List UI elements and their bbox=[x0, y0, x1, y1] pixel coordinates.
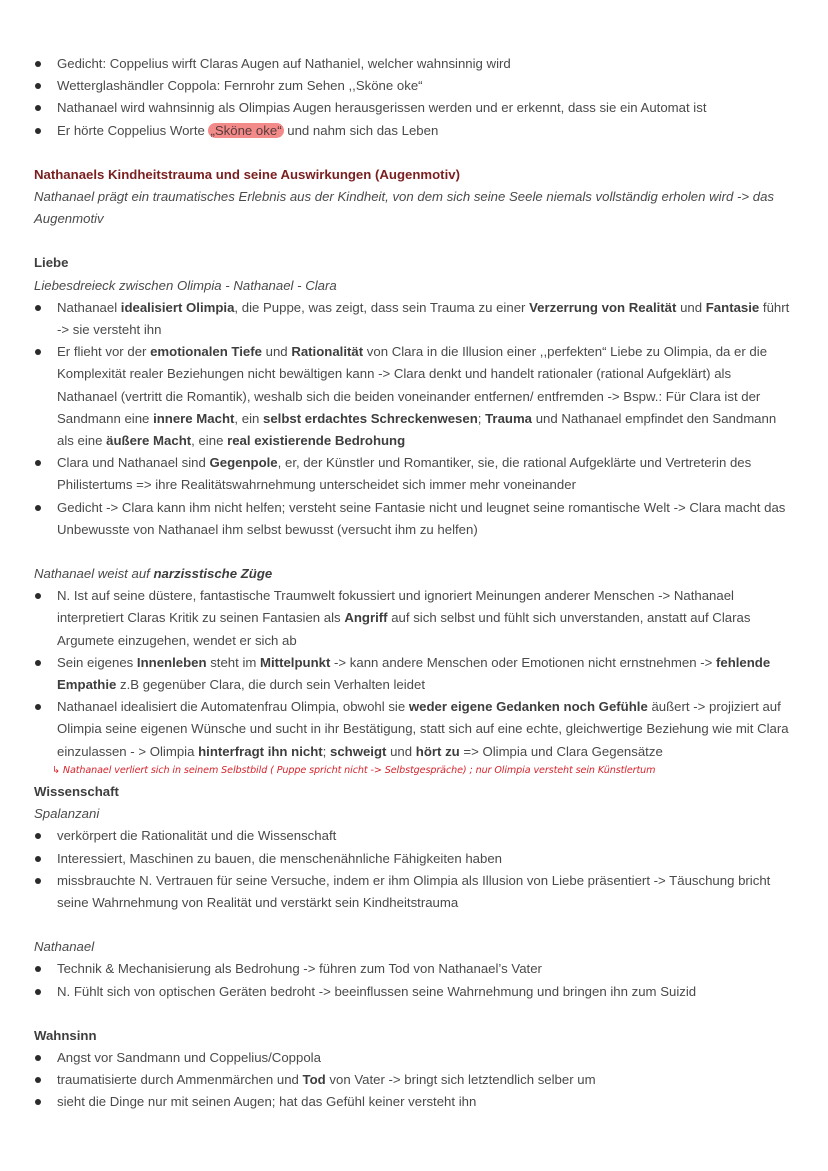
narzissmus-bullet-list bbox=[34, 585, 794, 763]
spacer bbox=[34, 142, 794, 164]
text: und nahm sich das Leben bbox=[283, 122, 439, 138]
subtitle-narzissmus: Nathanael weist auf narzisstische Züge bbox=[34, 566, 273, 582]
handwritten-annotation: ↳ Nathanael verliert sich in seinem Selbstbild ( Puppe spricht nicht -> Selbstgespräche) ; nur Olimpia versteht sein Künstlertum bbox=[52, 764, 656, 776]
wissenschaft-bullet-list bbox=[34, 825, 794, 914]
list-item: Angst vor Sandmann und Coppelius/Coppola bbox=[34, 1047, 794, 1069]
liebe-bullet-list bbox=[34, 297, 794, 541]
subtitle-liebe: Liebesdreieck zwischen Olimpia - Nathanael - Clara bbox=[34, 277, 337, 293]
list-item: Interessiert, Maschinen zu bauen, die menschenähnliche Fähigkeiten haben bbox=[34, 848, 794, 870]
spacer bbox=[34, 914, 794, 936]
heading-wahnsinn: Wahnsinn bbox=[34, 1027, 97, 1043]
list-item: traumatisierte durch Ammenmärchen und Tod von Vater -> bringt sich letztendlich selber um bbox=[34, 1069, 794, 1091]
document-page bbox=[34, 53, 794, 1114]
wahnsinn-bullet-list bbox=[34, 1047, 794, 1114]
list-item: missbrauchte N. Vertrauen für seine Versuche, indem er ihm Olimpia als Illusion von Liebe präsentiert -> Täuschung bricht seine Wahrnehmung von Realität und verstärkt sein Kindheitstrauma bbox=[34, 870, 794, 914]
subtitle-spalanzani: Spalanzani bbox=[34, 806, 100, 822]
list-item: Gedicht: Coppelius wirft Claras Augen auf Nathaniel, welcher wahnsinnig wird bbox=[34, 53, 794, 75]
intro-bullet-list bbox=[34, 53, 794, 142]
list-item: Clara und Nathanael sind Gegenpole, er, der Künstler und Romantiker, sie, die rational Aufgeklärte und Vertreterin des Philistertums => ihre Realitätswahrnehmung unterscheidet sich immer mehr voneinander bbox=[34, 452, 794, 496]
spacer bbox=[34, 230, 794, 252]
spacer bbox=[34, 541, 794, 563]
heading-wissenschaft: Wissenschaft bbox=[34, 783, 119, 799]
list-item: sieht die Dinge nur mit seinen Augen; hat das Gefühl keiner versteht ihn bbox=[34, 1091, 794, 1113]
subtitle-nathanael: Nathanael bbox=[34, 939, 95, 955]
list-item: Sein eigenes Innenleben steht im Mittelpunkt -> kann andere Menschen oder Emotionen nicht ernstnehmen -> fehlende Empathie z.B gegenüber Clara, die durch sein Verhalten leidet bbox=[34, 652, 794, 696]
section-title-trauma: Nathanaels Kindheitstrauma und seine Auswirkungen (Augenmotiv) bbox=[34, 166, 460, 182]
list-item: Nathanael wird wahnsinnig als Olimpias Augen herausgerissen werden und er erkennt, dass sie ein Automat ist bbox=[34, 97, 794, 119]
list-item: verkörpert die Rationalität und die Wissenschaft bbox=[34, 825, 794, 847]
heading-liebe: Liebe bbox=[34, 255, 69, 271]
section-intro-trauma: Nathanael prägt ein traumatisches Erlebnis aus der Kindheit, von dem sich seine Seele niemals vollständig erholen wird -> das Augenmotiv bbox=[34, 189, 775, 227]
list-item: Nathanael idealisiert Olimpia, die Puppe, was zeigt, dass sein Trauma zu einer Verzerrung von Realität und Fantasie führt -> sie versteht ihn bbox=[34, 297, 794, 341]
text: Er hörte Coppelius Worte bbox=[57, 122, 209, 138]
list-item: Gedicht -> Clara kann ihm nicht helfen; versteht seine Fantasie nicht und leugnet seine romantische Welt -> Clara macht das Unbewusste von Nathanael ihm selbst bewusst (versucht ihm zu helfen) bbox=[34, 497, 794, 541]
nathanael-bullet-list bbox=[34, 958, 794, 1002]
list-item: Technik & Mechanisierung als Bedrohung -> führen zum Tod von Nathanael’s Vater bbox=[34, 958, 794, 980]
list-item: Wetterglashändler Coppola: Fernrohr zum Sehen ,,Sköne oke“ bbox=[34, 75, 794, 97]
list-item: N. Fühlt sich von optischen Geräten bedroht -> beeinflussen seine Wahrnehmung und bringen ihn zum Suizid bbox=[34, 981, 794, 1003]
list-item: Nathanael idealisiert die Automatenfrau Olimpia, obwohl sie weder eigene Gedanken noch Gefühle äußert -> projiziert auf Olimpia seine eigenen Wünsche und sucht in ihr Bestätigung, statt sich auf eine echte, gleichwertige Beziehung wie mit Clara einzulassen - > Olimpia hinterfragt ihn nicht; schweigt und hört zu => Olimpia und Clara Gegensätze bbox=[34, 696, 794, 763]
list-item: N. Ist auf seine düstere, fantastische Traumwelt fokussiert und ignoriert Meinungen anderer Menschen -> Nathanael interpretiert Claras Kritik zu seinen Fantasien als Angriff auf sich selbst und fühlt sich unverstanden, anstatt auf Claras Argumete einzugehen, wendet er sich ab bbox=[34, 585, 794, 652]
highlighted-quote: „Sköne oke“ bbox=[210, 122, 282, 138]
spacer bbox=[34, 1003, 794, 1025]
list-item bbox=[34, 120, 794, 142]
list-item: Er flieht vor der emotionalen Tiefe und Rationalität von Clara in die Illusion einer ,,perfekten“ Liebe zu Olimpia, da er die Komplexität realer Beziehungen nicht bewältigen kann -> Clara denkt und handelt rationaler (rational Aufgeklärt) als Nathanael (vertritt die Romantik), weshalb sich die beiden voneinander entfernen/ entfremden -> Bspw.: Für Clara ist der Sandmann eine innere Macht, ein selbst erdachtes Schreckenwesen; Trauma und Nathanael empfindet den Sandmann als eine äußere Macht, eine real existierende Bedrohung bbox=[34, 341, 794, 452]
